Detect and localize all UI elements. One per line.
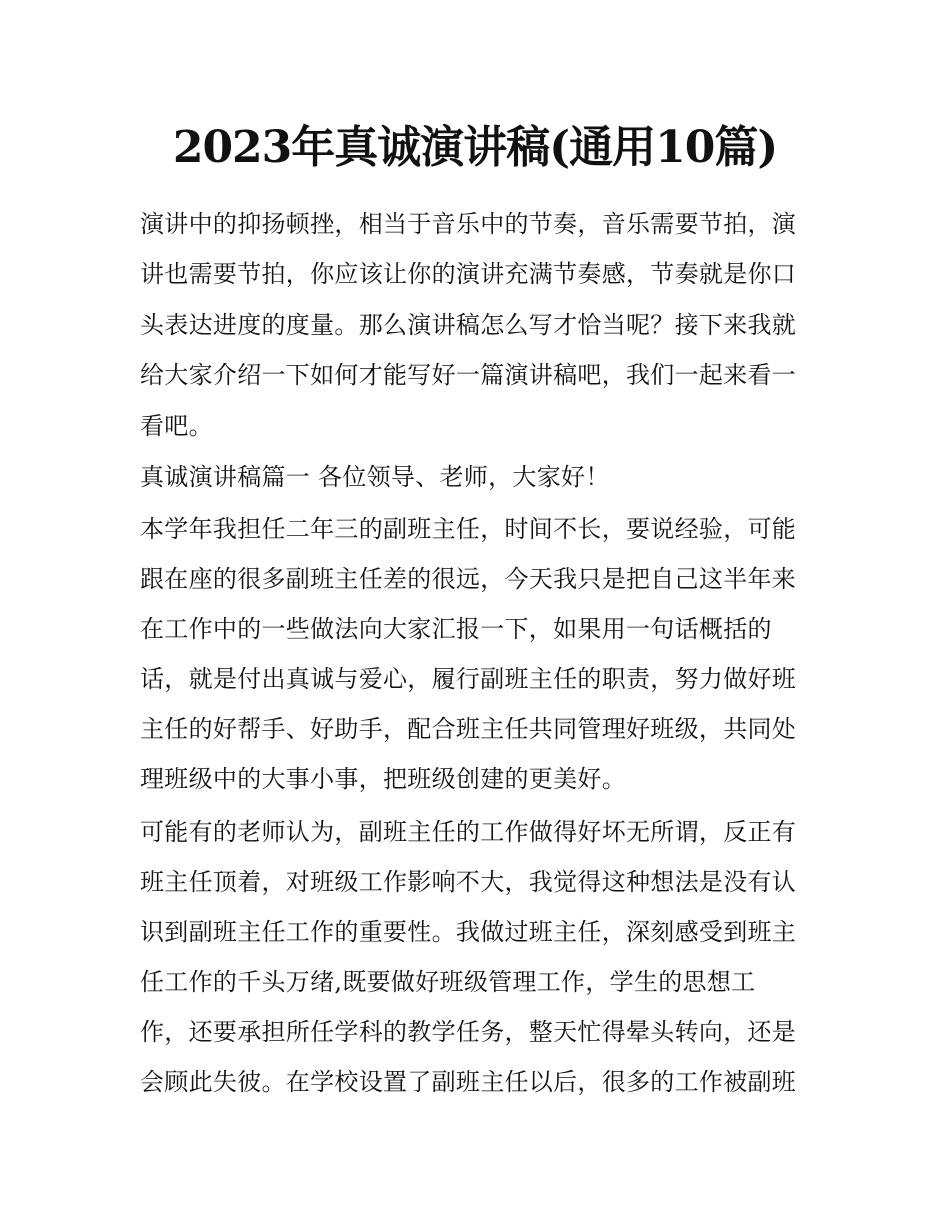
text-line: 主任的好帮手、好助手，配合班主任共同管理好班级，共同处 (140, 715, 797, 743)
text-line: 讲也需要节拍，你应该让你的演讲充满节奏感，节奏就是你口 (140, 260, 797, 288)
text-line: 识到副班主任工作的重要性。我做过班主任，深刻感受到班主 (140, 918, 797, 946)
text-line: 任工作的千头万绪,既要做好班级管理工作，学生的思想工 (140, 968, 756, 996)
text-line: 看吧。 (140, 412, 213, 440)
text-line: 在工作中的一些做法向大家汇报一下，如果用一句话概括的 (140, 615, 772, 643)
text-line: 作，还要承担所任学科的教学任务，整天忙得晕头转向，还是 (140, 1018, 797, 1046)
document-title: 2023年真诚演讲稿(通用10篇) (172, 122, 778, 173)
text-line: 给大家介绍一下如何才能写好一篇演讲稿吧，我们一起来看一 (140, 361, 797, 389)
text-line: 可能有的老师认为，副班主任的工作做得好坏无所谓，反正有 (140, 818, 797, 846)
text-line: 话，就是付出真诚与爱心，履行副班主任的职责，努力做好班 (140, 665, 797, 693)
text-line: 会顾此失彼。在学校设置了副班主任以后，很多的工作被副班 (140, 1068, 797, 1096)
text-line: 班主任顶着，对班级工作影响不大，我觉得这种想法是没有认 (140, 868, 797, 896)
text-line: 跟在座的很多副班主任差的很远，今天我只是把自己这半年来 (140, 565, 797, 593)
text-line: 演讲中的抑扬顿挫，相当于音乐中的节奏，音乐需要节拍，演 (140, 210, 797, 238)
text-line: 理班级中的大事小事，把班级创建的更美好。 (140, 765, 626, 793)
text-line: 头表达进度的度量。那么演讲稿怎么写才恰当呢？接下来我就 (140, 311, 797, 339)
text-line: 本学年我担任二年三的副班主任，时间不长，要说经验，可能 (140, 515, 797, 543)
section-heading: 真诚演讲稿篇一 各位领导、老师，大家好！ (140, 463, 610, 491)
